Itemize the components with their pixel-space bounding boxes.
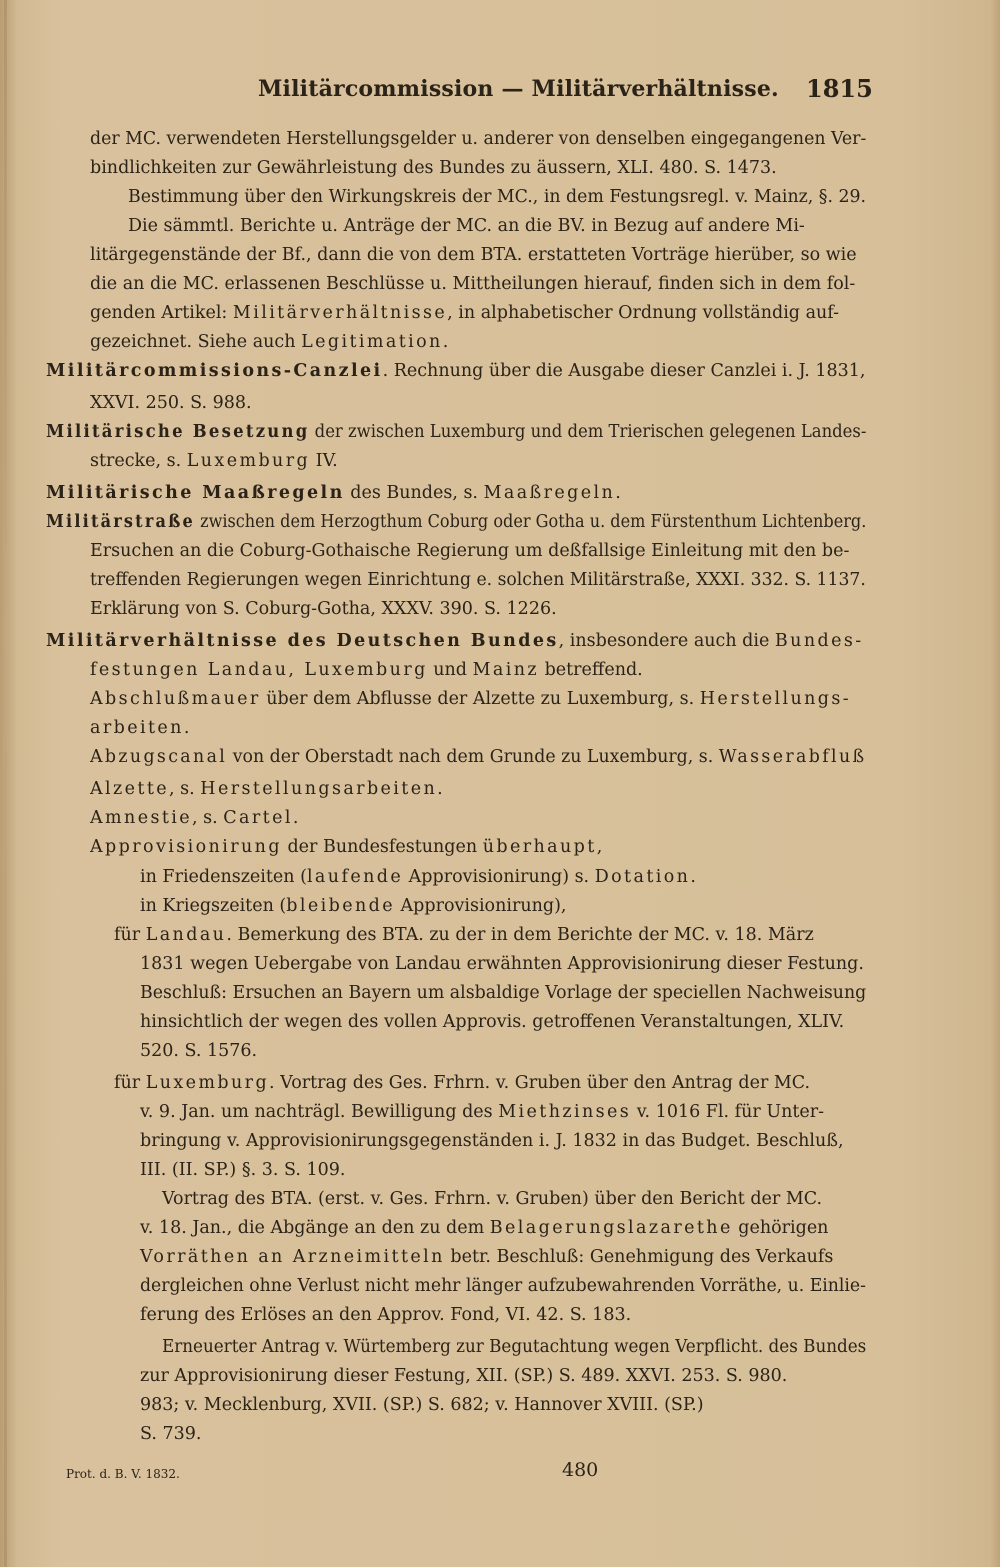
index-line [90,302,866,324]
line-text: die an die MC. erlassenen Beschlüsse u. Mittheilungen hierauf, finden sich in dem fol- [90,274,856,294]
line-text: XXVI. 250. S. 988. [90,393,252,413]
spaced-keyword: Herstellungsarbeiten [200,779,438,799]
index-line [90,540,866,562]
index-line [114,1072,866,1094]
index-line [90,598,670,620]
spaced-keyword: Vorräthen an Arzneimitteln [140,1247,445,1267]
line-text: . [183,718,190,738]
line-text: bindlichkeiten zur Gewährleistung des Bundes zu äussern, XLI. 480. S. 1473. [90,158,777,178]
index-line [90,331,450,353]
index-line [140,1394,866,1416]
line-text: über dem Abflusse der Alzette zu Luxemburg, s. [260,689,700,709]
spaced-keyword: Maaßregeln [483,483,616,503]
spaced-keyword: Luxemburg [186,451,311,471]
line-text: in Friedenszeiten ( [140,867,307,887]
line-text: treffenden Regierungen wegen Einrichtung e. solchen Militärstraße, XXXI. 332. S. 1137. [90,570,866,590]
spaced-keyword: Luxemburg [145,1073,270,1093]
index-line [90,836,610,858]
line-text: Erneuerter Antrag v. Würtemberg zur Begutachtung wegen Verpflicht. des Bundes [162,1337,867,1357]
page-number: 1815 [806,74,873,103]
line-text: 983; v. Mecklenburg, XVII. (SP.) S. 682; v. Hannover XVIII. (SP.) [140,1395,704,1415]
index-line [140,1011,866,1033]
index-line [162,1336,867,1358]
line-text: zur Approvisionirung dieser Festung, XII. (SP.) S. 489. XXVI. 253. S. 980. [140,1366,788,1386]
line-text: Erklärung von S. Coburg-Gotha, XXXV. 390. S. 1226. [90,599,557,619]
line-text: . [292,808,299,828]
spaced-keyword: Legitimation [301,332,443,352]
line-text: , in alphabetischer Ordnung vollständig auf- [447,303,840,323]
line-text: und [427,660,473,680]
spaced-keyword: Belagerungslazarethe [489,1218,733,1238]
index-line [140,895,600,917]
spaced-keyword: Abschlußmauer [90,689,261,709]
line-text: des Bundes, s. [344,483,484,503]
signature-mark: Prot. d. B. V. 1832. [66,1467,180,1481]
index-line [128,186,867,208]
spaced-keyword: Militärische Maaßregeln [46,483,345,503]
index-line [140,982,867,1004]
line-text: gezeichnet. Siehe auch [90,332,302,352]
spaced-keyword: überhaupt [482,837,597,857]
line-text: litärgegenstände der Bf., dann die von dem BTA. erstatteten Vorträge hierüber, so wie [90,245,857,265]
line-text: für [114,1073,146,1093]
spaced-keyword: Militärverhältnisse des Deutschen Bundes [46,631,559,651]
spaced-keyword: Bundes- [774,631,864,651]
index-line [140,1423,260,1445]
line-text: Die sämmtl. Berichte u. Anträge der MC. an die BV. in Bezug auf andere Mi- [128,216,805,236]
line-text: bringung v. Approvisionirungsgegenständen i. J. 1832 in das Budget. Beschluß, [140,1131,844,1151]
index-line [90,244,866,266]
index-line [46,421,867,443]
line-text: . [442,332,449,352]
spaced-keyword: Militärstraße [46,512,196,532]
line-text: 1831 wegen Uebergabe von Landau erwähnten Approvisionirung dieser Festung. [140,954,864,974]
index-line [140,953,866,975]
spaced-keyword: Miethzinses [498,1102,632,1122]
spaced-keyword: Wasserabfluß [718,747,867,767]
line-text: v. 9. Jan. um nachträgl. Bewilligung des [140,1102,499,1122]
spaced-keyword: bleibende [286,896,395,916]
line-text: v. 1016 Fl. für Unter- [631,1102,825,1122]
line-text: Vortrag des BTA. (erst. v. Ges. Frhrn. v. Gruben) über den Bericht der MC. [162,1189,823,1209]
spaced-keyword: festungen Landau, Luxemburg [90,660,428,680]
index-line [114,924,866,946]
running-header [0,74,1000,114]
line-text: zwischen dem Herzogthum Coburg oder Gotha u. dem Fürstenthum Lichtenberg. [195,512,867,532]
line-text: Ersuchen an die Coburg-Gothaische Regierung um deßfallsige Einleitung mit den be- [90,541,850,561]
line-text: . Vortrag des Ges. Frhrn. v. Gruben über den Antrag der MC. [269,1073,811,1093]
spaced-keyword: Approvisionirung [90,837,282,857]
line-text: genden Artikel: [90,303,233,323]
line-text: Beschluß: Ersuchen an Bayern um alsbaldige Vorlage der speciellen Nachweisung [140,983,867,1003]
index-line [46,482,646,504]
index-line [128,215,866,237]
index-line [140,1101,866,1123]
line-text: III. (II. SP.) §. 3. S. 109. [140,1160,346,1180]
index-line [46,360,866,382]
index-line [90,659,710,681]
spaced-keyword: Alzette [90,779,170,799]
spaced-keyword: Abzugscanal [90,747,228,767]
spaced-keyword: Cartel [223,808,293,828]
line-text: in Kriegszeiten ( [140,896,287,916]
line-text: . [690,867,696,887]
index-line [140,1130,866,1152]
line-text: betr. Beschluß: Genehmigung des Verkaufs [444,1247,834,1267]
line-text: dergleichen ohne Verlust nicht mehr länger aufzubewahrenden Vorräthe, u. Einlie- [140,1276,866,1296]
line-text: der MC. verwendeten Herstellungsgelder u. anderer von denselben eingegangenen Ver- [90,129,867,149]
line-text: . [615,483,621,503]
line-text: . [437,779,443,799]
spaced-keyword: arbeiten [90,718,184,738]
index-line [90,450,360,472]
line-text: der zwischen Luxemburg und dem Trierischen gelegenen Landes- [309,422,867,442]
line-text: gehörigen [732,1218,829,1238]
index-line [46,630,866,652]
line-text: , [596,837,603,857]
line-text: betreffend. [539,660,643,680]
spaced-keyword: laufende [306,867,404,887]
line-text: Approvisionirung), [394,896,567,916]
spaced-keyword: Mainz [472,660,540,680]
index-line [140,1246,866,1268]
index-line [162,1188,866,1210]
sheet-number: 480 [562,1459,599,1481]
index-line [140,866,710,888]
spaced-keyword: Landau [145,925,227,945]
spaced-keyword: Militärische Besetzung [46,422,310,442]
line-text: ferung des Erlöses an den Approv. Fond, VI. 42. S. 183. [140,1305,632,1325]
line-text: . Bemerkung des BTA. zu der in dem Berichte der MC. v. 18. März [226,925,814,945]
line-text: Bestimmung über den Wirkungskreis der MC., in dem Festungsregl. v. Mainz, §. 29. [128,187,867,207]
index-line [46,511,867,533]
book-gutter [4,0,7,1567]
line-text: , s. [169,779,201,799]
line-text: 520. S. 1576. [140,1041,258,1061]
index-line [140,1275,866,1297]
line-text: IV. [310,451,338,471]
index-line [140,1365,866,1387]
line-text: der Bundesfestungen [281,837,483,857]
spaced-keyword: Militärcommissions-Canzlei [46,361,383,381]
index-line [90,746,867,768]
index-line [140,1159,420,1181]
index-line [90,807,310,829]
line-text: hinsichtlich der wegen des vollen Approvis. getroffenen Veranstaltungen, XLIV. [140,1012,845,1032]
spaced-keyword: Amnestie [90,808,193,828]
line-text: von der Oberstadt nach dem Grunde zu Luxemburg, s. [227,747,719,767]
index-line [90,569,866,591]
line-text: für [114,925,146,945]
index-line [140,1040,300,1062]
line-text: , s. [192,808,224,828]
line-text: Approvisionirung) s. [403,867,595,887]
index-line [90,778,450,800]
spaced-keyword: Dotation [594,867,691,887]
index-line [140,1304,680,1326]
running-title: Militärcommission — Militärverhältnisse. [258,76,779,102]
spaced-keyword: Herstellungs- [699,689,852,709]
line-text: v. 18. Jan., die Abgänge an den zu dem [140,1218,490,1238]
index-line [140,1217,866,1239]
index-line [90,392,290,414]
index-line [90,688,866,710]
index-line [90,273,866,295]
line-text: S. 739. [140,1424,202,1444]
index-line [90,128,867,150]
spaced-keyword: Militärverhältnisse [232,303,448,323]
index-line [90,717,230,739]
index-line [90,157,820,179]
line-text: , insbesondere auch die [558,631,775,651]
line-text: strecke, s. [90,451,187,471]
line-text: . Rechnung über die Ausgabe dieser Canzlei i. J. 1831, [382,361,866,381]
